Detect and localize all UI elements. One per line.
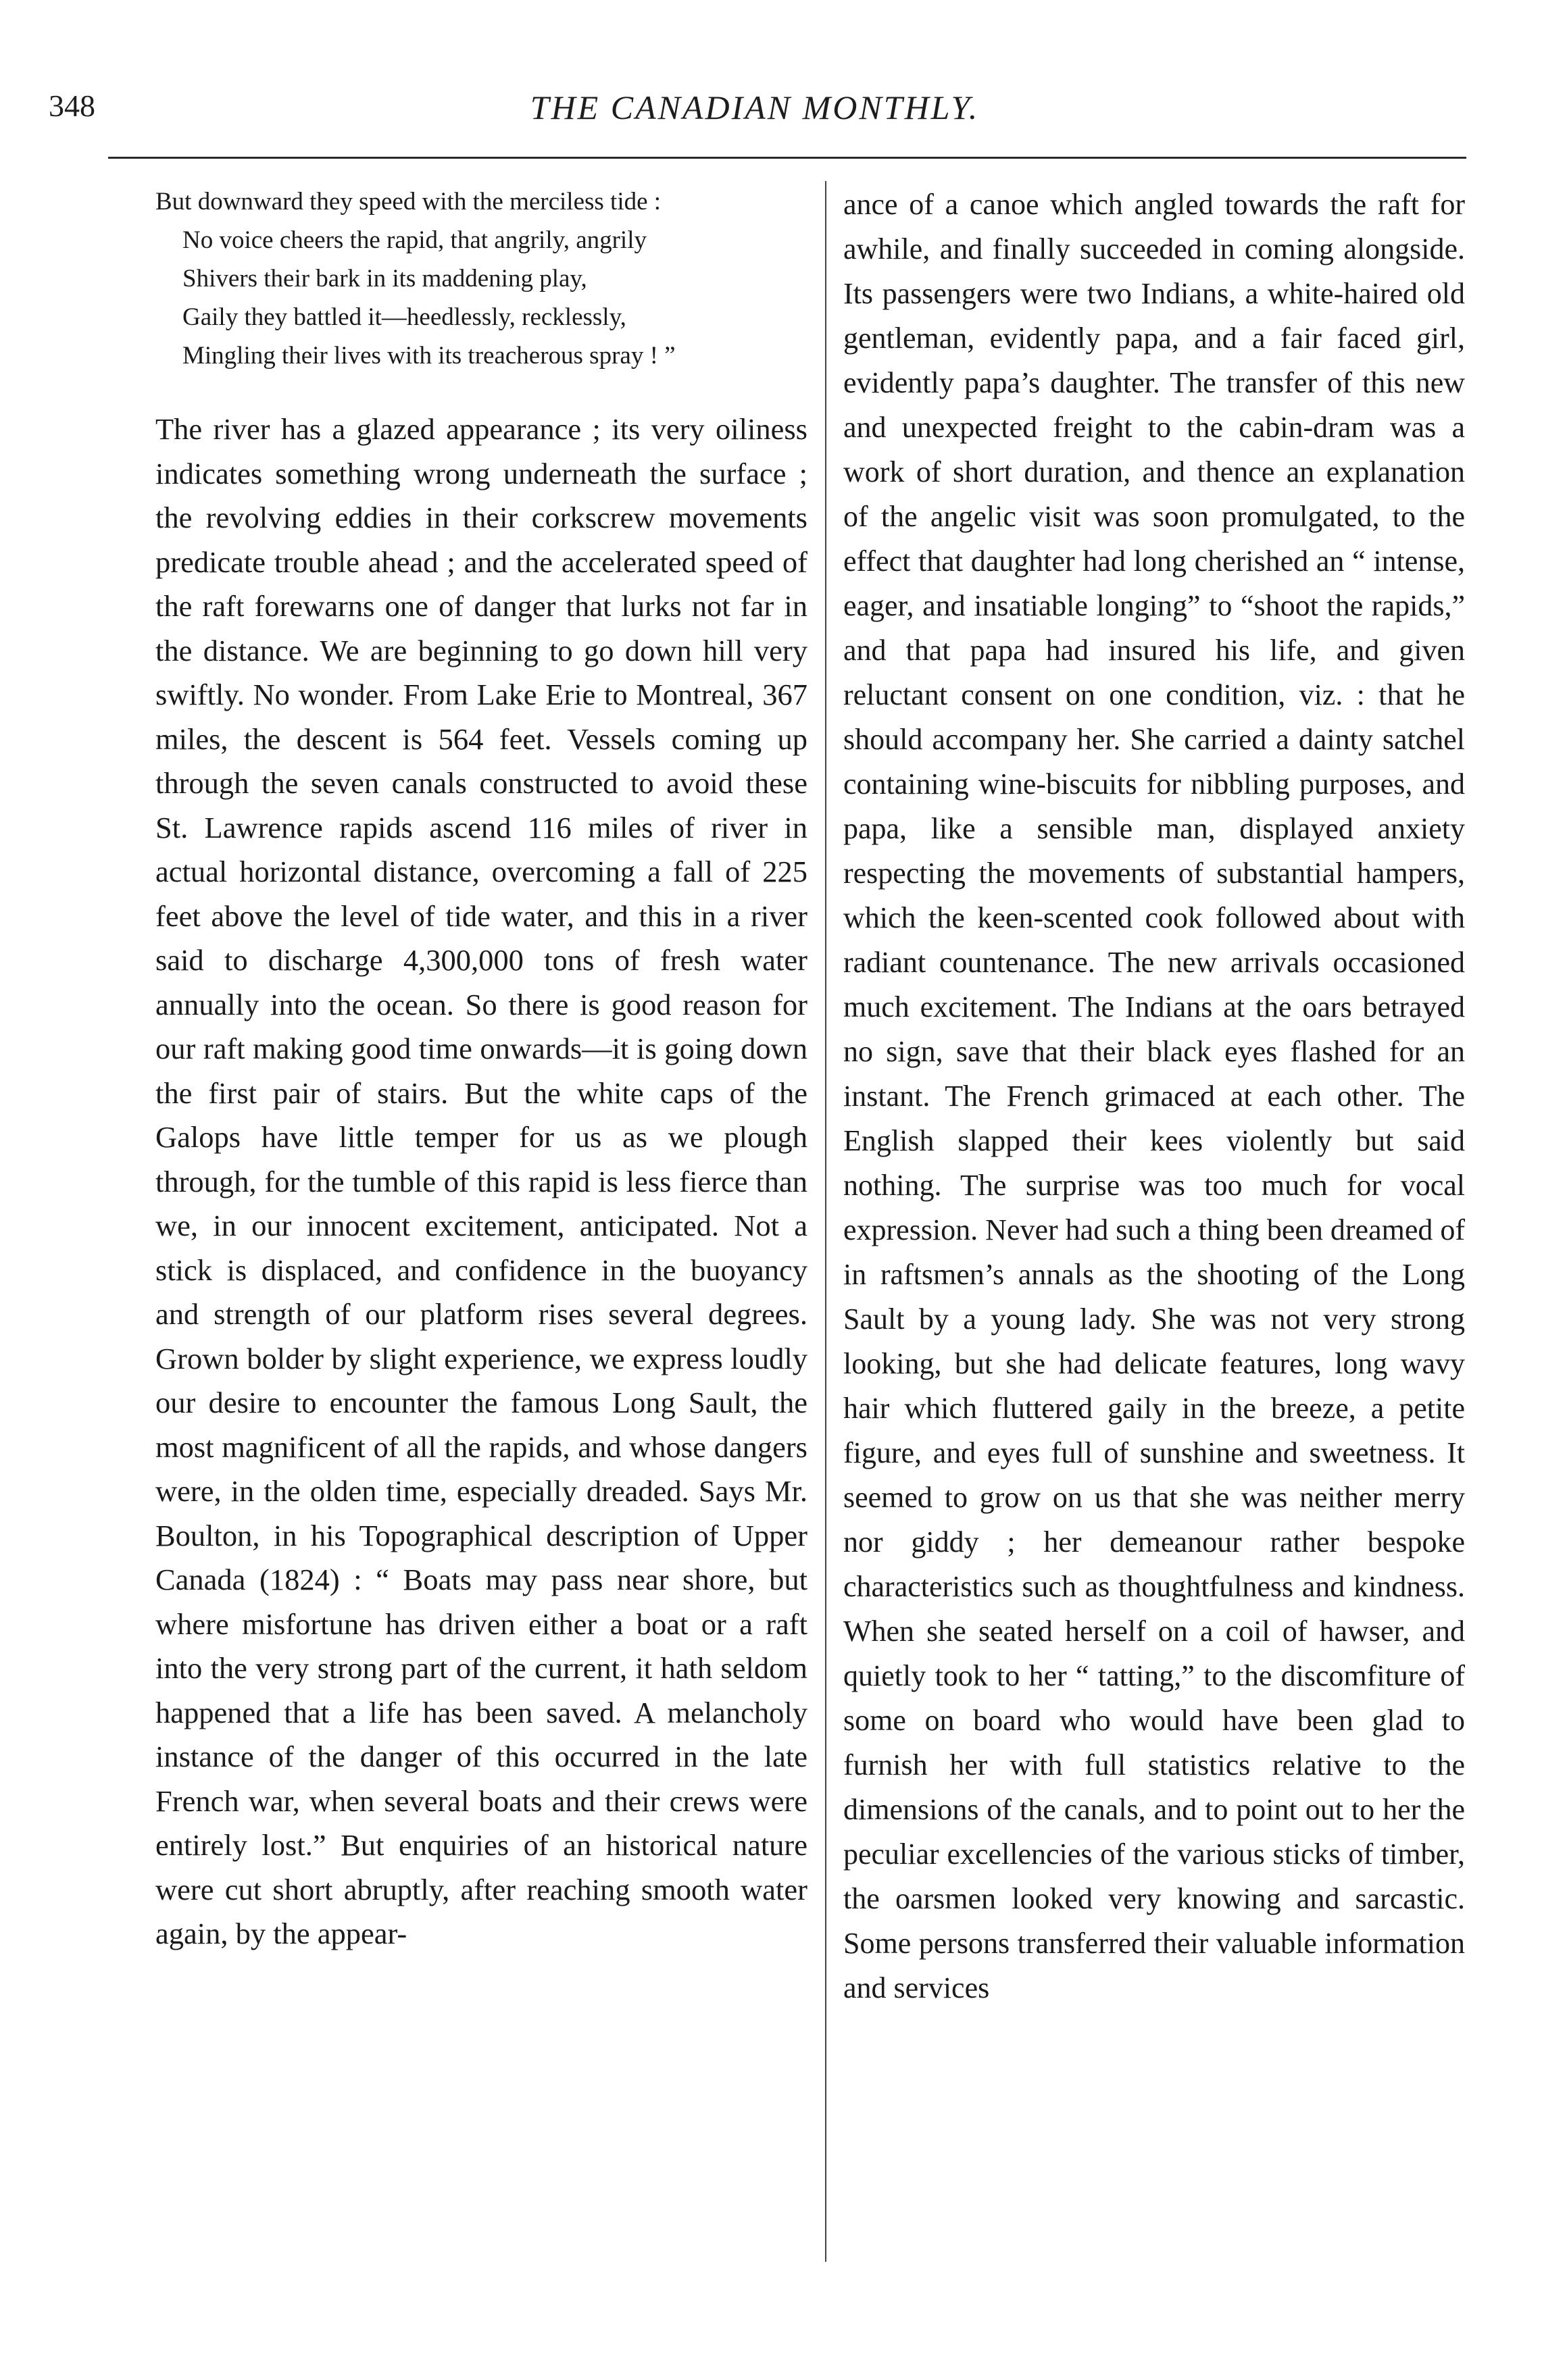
page-number: 348 <box>49 88 95 123</box>
verse-line: Gaily they battled it—heedlessly, recklessly, <box>182 303 626 331</box>
left-column <box>155 182 807 1956</box>
verse-line: Shivers their bark in its maddening play, <box>182 265 587 293</box>
column-divider <box>825 181 826 2262</box>
verse-line: Mingling their lives with its treacherous spray ! ” <box>182 342 676 370</box>
verse-line: No voice cheers the rapid, that angrily, angrily <box>182 226 647 254</box>
running-title: THE CANADIAN MONTHLY. <box>530 88 980 126</box>
header-rule <box>108 157 1466 159</box>
body-paragraph-right: ance of a canoe which angled towards the raft for awhile, and finally succeeded in coming alongside. Its passengers were two Indians, a white-haired old gentleman, evidently papa, and a fair faced girl, evidently papa’s daughter. The transfer of this new and unexpected freight to the cabin-dram was a work of short duration, and thence an explanation of the angelic visit was soon promulgated, to the effect that daughter had long cherished an “ intense, eager, and insatiable longing” to “shoot the rapids,” and that papa had insured his life, and given reluctant consent on one condition, viz. : that he should accompany her. She carried a dainty satchel containing wine-biscuits for nibbling purposes, and papa, like a sensible man, displayed anxiety respecting the movements of substantial hampers, which the keen-scented cook followed about with radiant countenance. The new arrivals occasioned much excitement. The Indians at the oars betrayed no sign, save that their black eyes flashed for an instant. The French grimaced at each other. The English slapped their kees violently but said nothing. The surprise was too much for vocal expression. Never had such a thing been dreamed of in raftsmen’s annals as the shooting of the Long Sault by a young lady. She was not very strong looking, but she had delicate features, long wavy hair which fluttered gaily in the breeze, a petite figure, and eyes full of sunshine and sweetness. It seemed to grow on us that she was neither merry nor giddy ; her demeanour rather bespoke characteristics such as thoughtfulness and kindness. When she seated herself on a coil of hawser, and quietly took to her “ tatting,” to the discomfiture of some on board who would have been glad to furnish her with full statistics relative to the dimensions of the canals, and to point out to her the peculiar excellencies of the various sticks of timber, the oarsmen looked very knowing and sarcastic. Some persons transferred their valuable information and services <box>843 188 1466 2004</box>
body-paragraph-left: The river has a glazed appearance ; its very oiliness indicates something wrong underneath the surface ; the revolving eddies in their corkscrew movements predicate trouble ahead ; and the accelerated speed of the raft forewarns one of danger that lurks not far in the distance. We are beginning to go down hill very swiftly. No wonder. From Lake Erie to Montreal, 367 miles, the descent is 564 feet. Vessels coming up through the seven canals constructed to avoid these St. Lawrence rapids ascend 116 miles of river in actual horizontal distance, overcoming a fall of 225 feet above the level of tide water, and this in a river said to discharge 4,300,000 tons of fresh water annually into the ocean. So there is good reason for our raft making good time onwards—it is going down the first pair of stairs. But the white caps of the Galops have little temper for us as we plough through, for the tumble of this rapid is less fierce than we, in our innocent excitement, anticipated. Not a stick is displaced, and confidence in the buoyancy and strength of our platform rises several degrees. Grown bolder by slight experience, we express loudly our desire to encounter the famous Long Sault, the most magnificent of all the rapids, and whose dangers were, in the olden time, especially dreaded. Says Mr. Boulton, in his Topographical description of Upper Canada (1824) : “ Boats may pass near shore, but where misfortune has driven either a boat or a raft into the very strong part of the current, it hath seldom happened that a life has been saved. A melancholy instance of the danger of this occurred in the late French war, when several boats and their crews were entirely lost.” But enquiries of an historical nature were cut short abruptly, after reaching smooth water again, by the appear- <box>155 412 807 1950</box>
right-column <box>843 182 1465 2010</box>
page-header <box>49 88 1461 142</box>
verse-block <box>155 182 807 375</box>
verse-line: But downward they speed with the merciless tide : <box>155 188 662 216</box>
